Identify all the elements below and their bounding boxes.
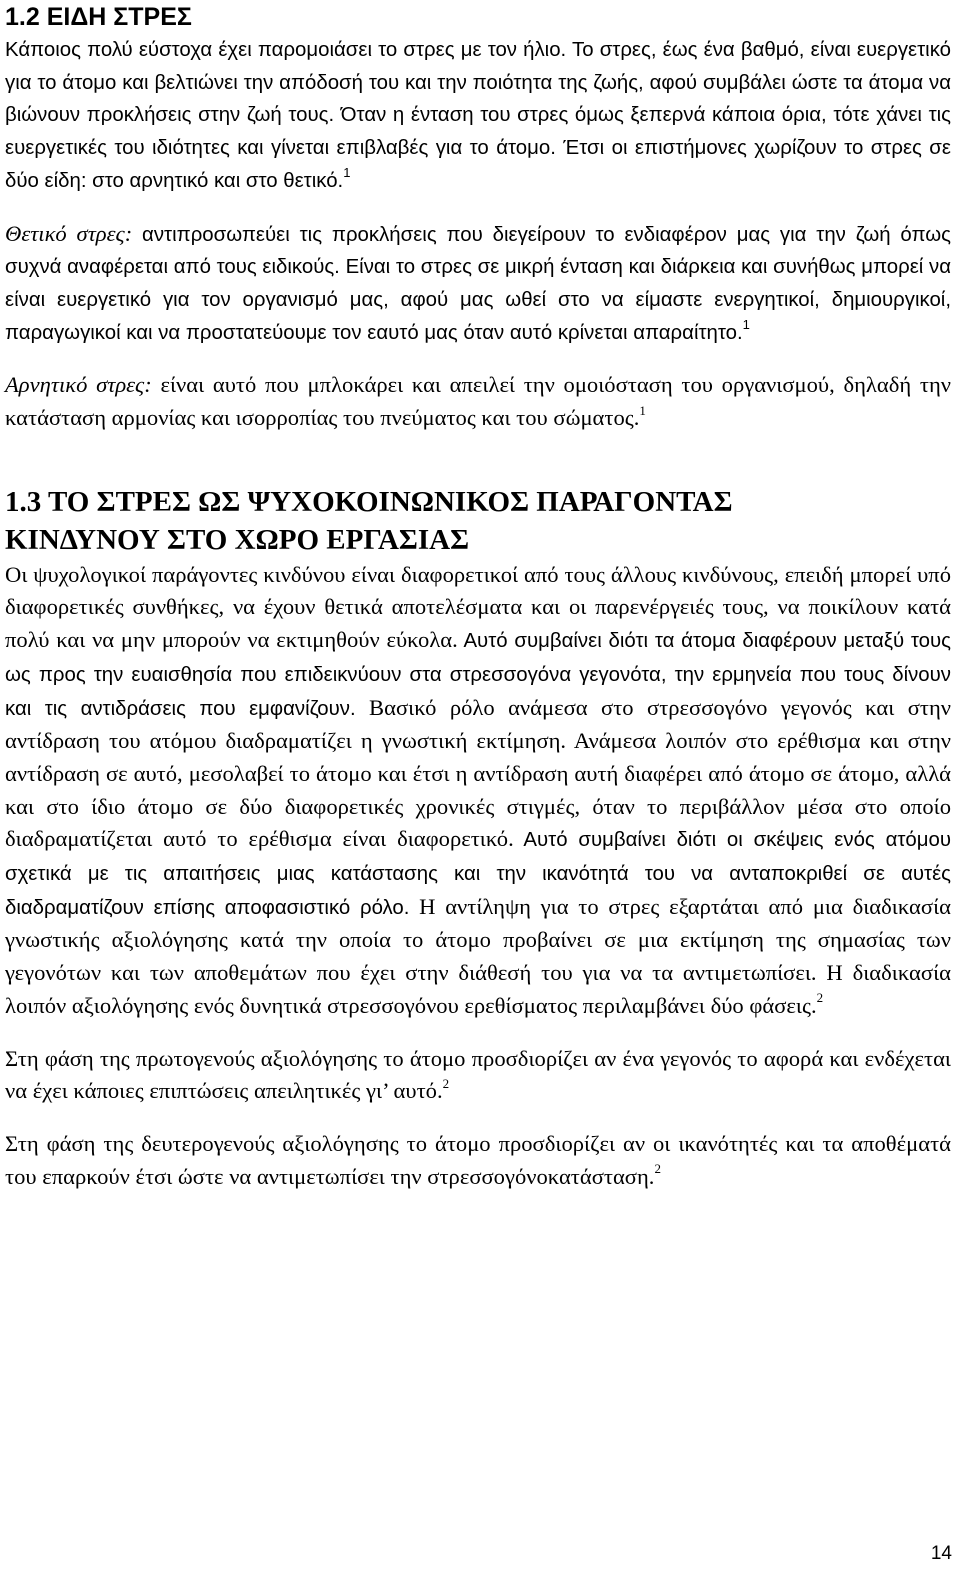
section-1-2-heading: 1.2 ΕΙΔΗ ΣΤΡΕΣ <box>5 3 192 31</box>
footnote-ref: 1 <box>343 165 351 181</box>
intro-text: Κάποιος πολύ εύστοχα έχει παρομοιάσει το στρες με τον ήλιο. Το στρες, έως ένα βαθμό, είναι ευεργετικό για το άτομο και βελτιώνει την απόδοσή του και την ποιότητα της ζωής, αφού συμβάλει ώστε τα άτομα να βιώνουν προκλήσεις στην ζωή τους. Όταν η ένταση του στρες όμως ξεπερνά κάποια όρια, τότε χάνει τις ευεργετικές του ιδιότητες και γίνεται επιβλαβές για το άτομο. Έτσι οι επιστήμονες χωρίζουν το στρες σε δύο είδη: στο αρνητικό και στο θετικό. <box>5 39 951 192</box>
page-number: 14 <box>930 1543 952 1564</box>
para1-text-f: Η διαδικασία λοιπόν αξιολόγησης ενός δυνητικά στρεσσογόνου ερεθίσματος περιλαμβάνει δύο φάσεις. <box>5 960 951 1018</box>
para1-text-e: Η αντίληψη για το στρες εξαρτάται από μια διαδικασία γνωστικής αξιολόγησης κατά την οποία το άτομο προβαίνει σε μια εκτίμηση της σημασίας των γεγονότων και των αποθεμάτων που έχει στην διάθεσή του για να τα αντιμετωπίσει. <box>5 893 951 986</box>
spacer <box>5 349 951 369</box>
section-1-3-paragraph-3 <box>5 1128 951 1193</box>
spacer <box>5 1023 951 1043</box>
positive-stress-paragraph <box>5 218 951 350</box>
section-1-2-intro-paragraph <box>5 34 951 198</box>
section-1-3-paragraph-2 <box>5 1043 951 1108</box>
section-1-3-heading <box>5 483 951 559</box>
para1-text-b: Αυτό συμβαίνει διότι τα άτομα διαφέρουν μεταξύ τους ως προς την ευαισθησία που επιδεικνύουν στα στρεσσογόνα γεγονότα, την ερμηνεία που τους δίνουν και τις αντιδράσεις που εμφανίζουν. <box>5 630 951 720</box>
negative-stress-paragraph <box>5 369 951 434</box>
para2-text: Στη φάση της πρωτογενούς αξιολόγησης το άτομο προσδιορίζει αν ένα γεγονός το αφορά και ενδέχεται να έχει κάποιες επιπτώσεις απειλητικές γι’ αυτό. <box>5 1045 951 1104</box>
section-1-3-heading-line1: 1.3 ΤΟ ΣΤΡΕΣ ΩΣ ΨΥΧΟΚΟΙΝΩΝΙΚΟΣ ΠΑΡΑΓΟΝΤΑΣ <box>5 485 733 518</box>
footnote-ref: 2 <box>654 1161 661 1177</box>
section-1-3-heading-line2: ΚΙΝΔΥΝΟΥ ΣΤΟ ΧΩΡΟ ΕΡΓΑΣΙΑΣ <box>5 523 470 556</box>
spacer <box>5 1108 951 1128</box>
page-content <box>5 0 951 1193</box>
footnote-ref: 1 <box>639 402 646 418</box>
spacer <box>5 435 951 483</box>
para3-text: Στη φάση της δευτερογενούς αξιολόγησης το άτομο προσδιορίζει αν οι ικανότητές και τα αποθέματά του επαρκούν έτσι ώστε να αντιμετωπίσει την στρεσσογόνοκατάσταση. <box>5 1130 951 1189</box>
para1-text-d: Αυτό συμβαίνει διότι οι σκέψεις ενός ατόμου σχετικά με τις απαιτήσεις μιας κατάστασης και την ικανότητά του να ανταποκριθεί σε αυτές διαδραματίζουν επίσης αποφασιστικό ρόλο. <box>5 829 951 919</box>
footnote-ref: 2 <box>816 990 824 1006</box>
positive-stress-text-b: Είναι το στρες σε μικρή ένταση και διάρκεια και συνήθως μπορεί να είναι ευεργετικό για τον οργανισμό μας, αφού μας ωθεί στο να είμαστε ενεργητικοί, δημιουργικοί, παραγωγικοί και να προστατεύουμε τον εαυτό μας όταν αυτό κρίνεται απαραίτητο. <box>5 256 952 344</box>
para1-text-c: Βασικό ρόλο ανάμεσα στο στρεσσογόνο γεγονός και στην αντίδραση του ατόμου διαδραματίζει η γνωστική εκτίμηση. Ανάμεσα λοιπόν στο ερέθισμα και στην αντίδραση σε αυτό, μεσολαβεί το άτομο και έτσι η αντίδραση αυτή διαφέρει από άτομο σε άτομο, αλλά και στο ίδιο άτομο σε δύο διαφορετικές χρονικές στιγμές, όταν το περιβάλλον μέσα στο οποίο διαδραματίζεται αυτό το ερέθισμα είναι διαφορετικό. <box>5 694 951 852</box>
footnote-ref: 1 <box>742 316 750 332</box>
spacer <box>5 198 951 218</box>
para1-text-a: Οι ψυχολογικοί παράγοντες κινδύνου είναι διαφορετικοί από τους άλλους κινδύνους, επειδή μπορεί υπό διαφορετικές συνθήκες, να έχουν θετικά αποτελέσματα και οι παρενέργειές τους, να ποικίλουν κατά πολύ και να μην μπορούν να εκτιμηθούν εύκολα. <box>5 561 951 653</box>
footnote-ref: 2 <box>442 1075 450 1091</box>
positive-stress-text-a: αντιπροσωπεύει τις προκλήσεις που διεγείρουν το ενδιαφέρον μας για την ζωή όπως συχνά αναφέρεται από τους ειδικούς. <box>5 223 951 279</box>
section-1-3-paragraph-1 <box>5 559 951 1023</box>
negative-stress-term: Αρνητικό στρες: <box>5 372 152 398</box>
negative-stress-text: είναι αυτό που μπλοκάρει και απειλεί την ομοιόσταση του οργανισμού, δηλαδή την κατάσταση αρμονίας και ισορροπίας του πνεύματος και του σώματος. <box>5 372 951 431</box>
positive-stress-term: Θετικό στρες: <box>5 220 133 246</box>
